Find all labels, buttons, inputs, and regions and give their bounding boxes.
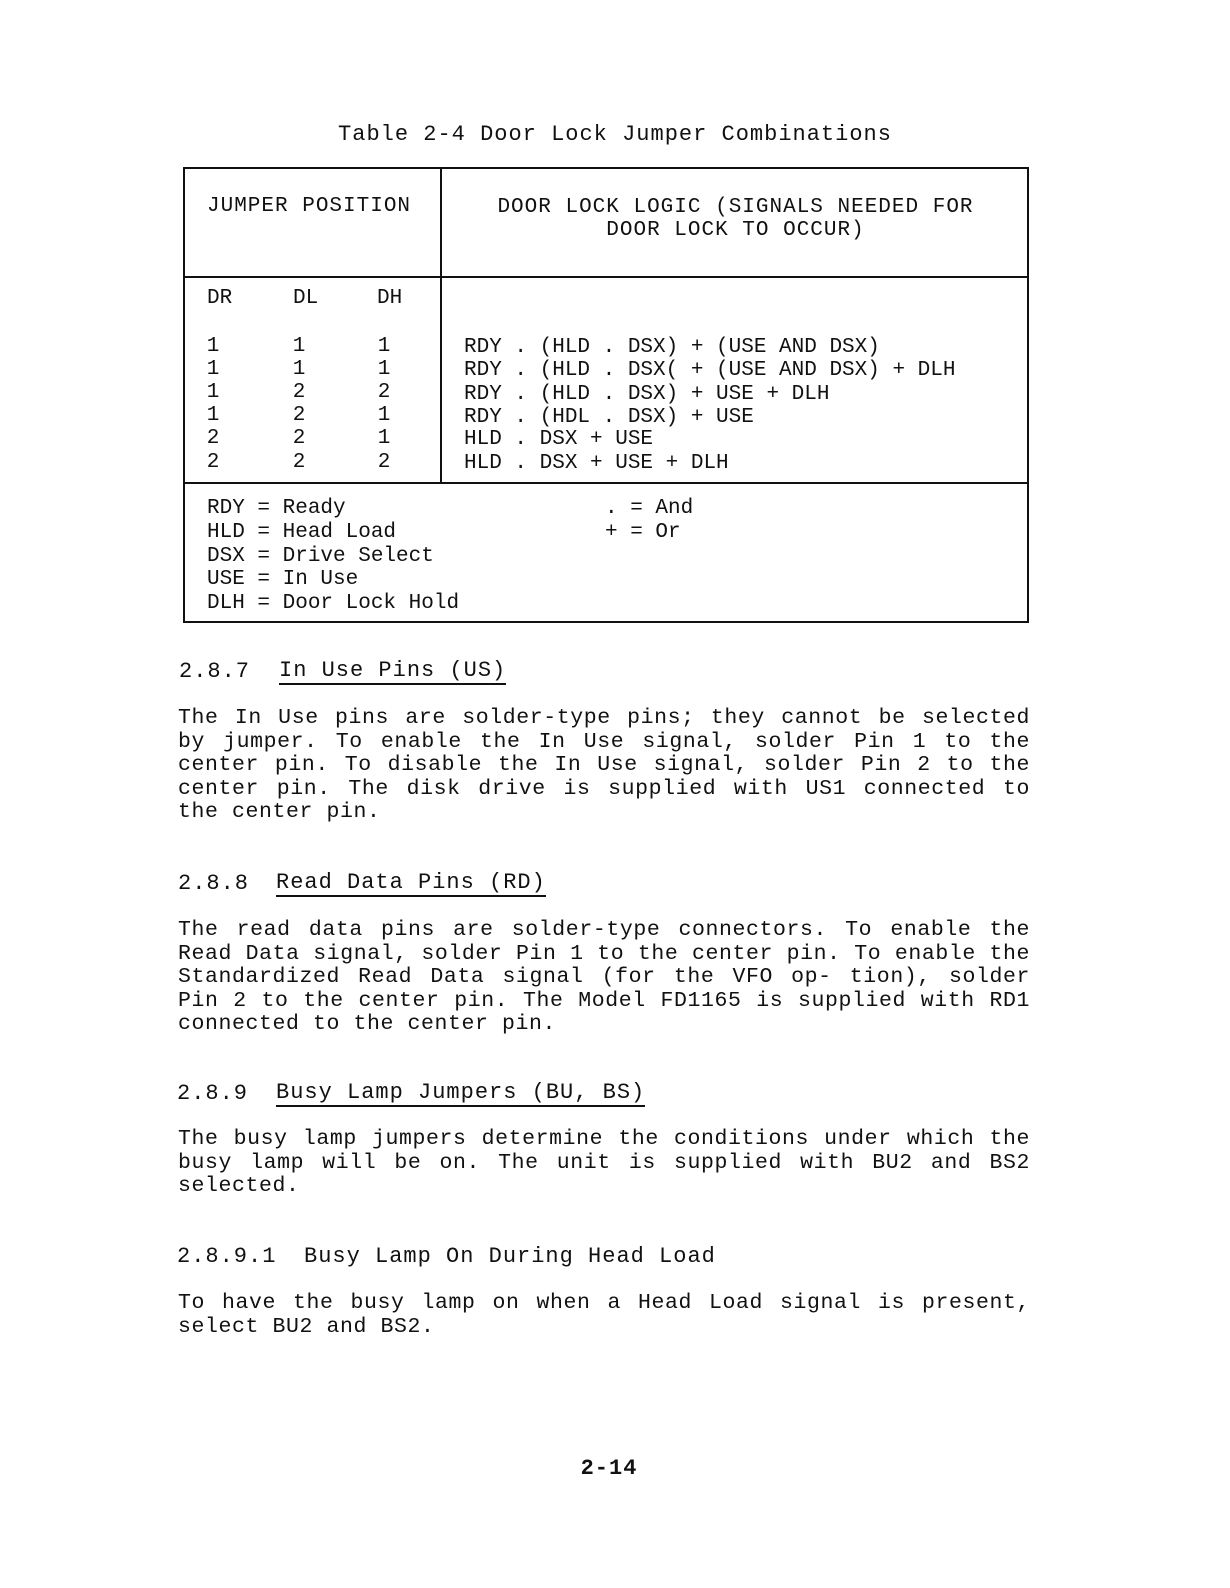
dl-value: 1 <box>292 335 306 358</box>
dl-value: 2 <box>292 381 306 404</box>
section-body: The In Use pins are solder-type pins; they cannot be selected by jumper. To enable the In Use signal, solder Pin 1 to the center pin. To disable the In Use signal, solder Pin 2 to the center pin. The disk drive is supplied with US1 connected to the center pin. <box>178 706 1030 824</box>
section-title: Busy Lamp On During Head Load <box>304 1244 716 1269</box>
logic-expression: RDY . (HLD . DSX( + (USE AND DSX) + DLH <box>464 359 956 382</box>
legend-item: + = Or <box>605 521 681 544</box>
dh-value: 2 <box>377 381 391 404</box>
table-caption: Table 2-4 Door Lock Jumper Combinations <box>338 122 892 147</box>
dl-value: 2 <box>292 427 306 450</box>
legend-item: USE = In Use <box>207 568 359 591</box>
section-body: The busy lamp jumpers determine the conditions under which the busy lamp will be on. The unit is supplied with BU2 and BS2 selected. <box>178 1127 1030 1198</box>
dl-value: 2 <box>292 404 306 427</box>
table-divider <box>185 482 1027 484</box>
section-number: 2.8.9.1 <box>177 1244 277 1269</box>
dr-value: 2 <box>206 451 220 474</box>
door-lock-logic-header-line2: DOOR LOCK TO OCCUR) <box>606 219 865 242</box>
legend-item: RDY = Ready <box>207 497 346 520</box>
section-body: To have the busy lamp on when a Head Load signal is present, select BU2 and BS2. <box>178 1291 1030 1339</box>
section-title: In Use Pins (US) <box>279 658 507 683</box>
logic-expression: RDY . (HDL . DSX) + USE <box>464 406 754 429</box>
page-number: 2-14 <box>580 1456 638 1481</box>
dr-value: 1 <box>206 335 220 358</box>
dr-value: 2 <box>206 427 220 450</box>
dh-value: 1 <box>377 335 391 358</box>
legend-item: DLH = Door Lock Hold <box>207 592 460 615</box>
dl-subheader: DL <box>293 287 319 310</box>
dh-value: 2 <box>377 451 391 474</box>
logic-expression: HLD . DSX + USE <box>464 428 654 451</box>
logic-expression: HLD . DSX + USE + DLH <box>464 452 729 475</box>
section-title: Busy Lamp Jumpers (BU, BS) <box>276 1080 646 1105</box>
dl-value: 1 <box>292 358 306 381</box>
section-number: 2.8.7 <box>179 659 251 684</box>
logic-expression: RDY . (HLD . DSX) + USE + DLH <box>464 383 830 406</box>
jumper-position-header: JUMPER POSITION <box>207 195 412 218</box>
logic-expression: RDY . (HLD . DSX) + (USE AND DSX) <box>464 336 880 359</box>
dh-value: 1 <box>377 358 391 381</box>
dr-value: 1 <box>206 358 220 381</box>
dl-value: 2 <box>292 451 306 474</box>
dr-subheader: DR <box>207 287 233 310</box>
legend-item: DSX = Drive Select <box>207 545 434 568</box>
section-body: The read data pins are solder-type connectors. To enable the Read Data signal, solder Pin 1 to the center pin. To enable the Standardized Read Data signal (for the VFO op- tion), solder Pin 2 to the center pin. The Model FD1165 is supplied with RD1 connected to the center pin. <box>178 918 1030 1036</box>
dh-subheader: DH <box>377 287 403 310</box>
legend-item: . = And <box>605 497 694 520</box>
dr-value: 1 <box>206 381 220 404</box>
door-lock-table <box>183 167 1029 623</box>
legend-item: HLD = Head Load <box>207 521 397 544</box>
dh-value: 1 <box>377 427 391 450</box>
door-lock-logic-header-line1: DOOR LOCK LOGIC (SIGNALS NEEDED FOR <box>497 196 974 219</box>
section-number: 2.8.8 <box>178 871 250 896</box>
dh-value: 1 <box>377 404 391 427</box>
dr-value: 1 <box>206 404 220 427</box>
section-number: 2.8.9 <box>177 1081 249 1106</box>
section-title: Read Data Pins (RD) <box>276 870 546 895</box>
table-divider <box>185 276 1027 278</box>
